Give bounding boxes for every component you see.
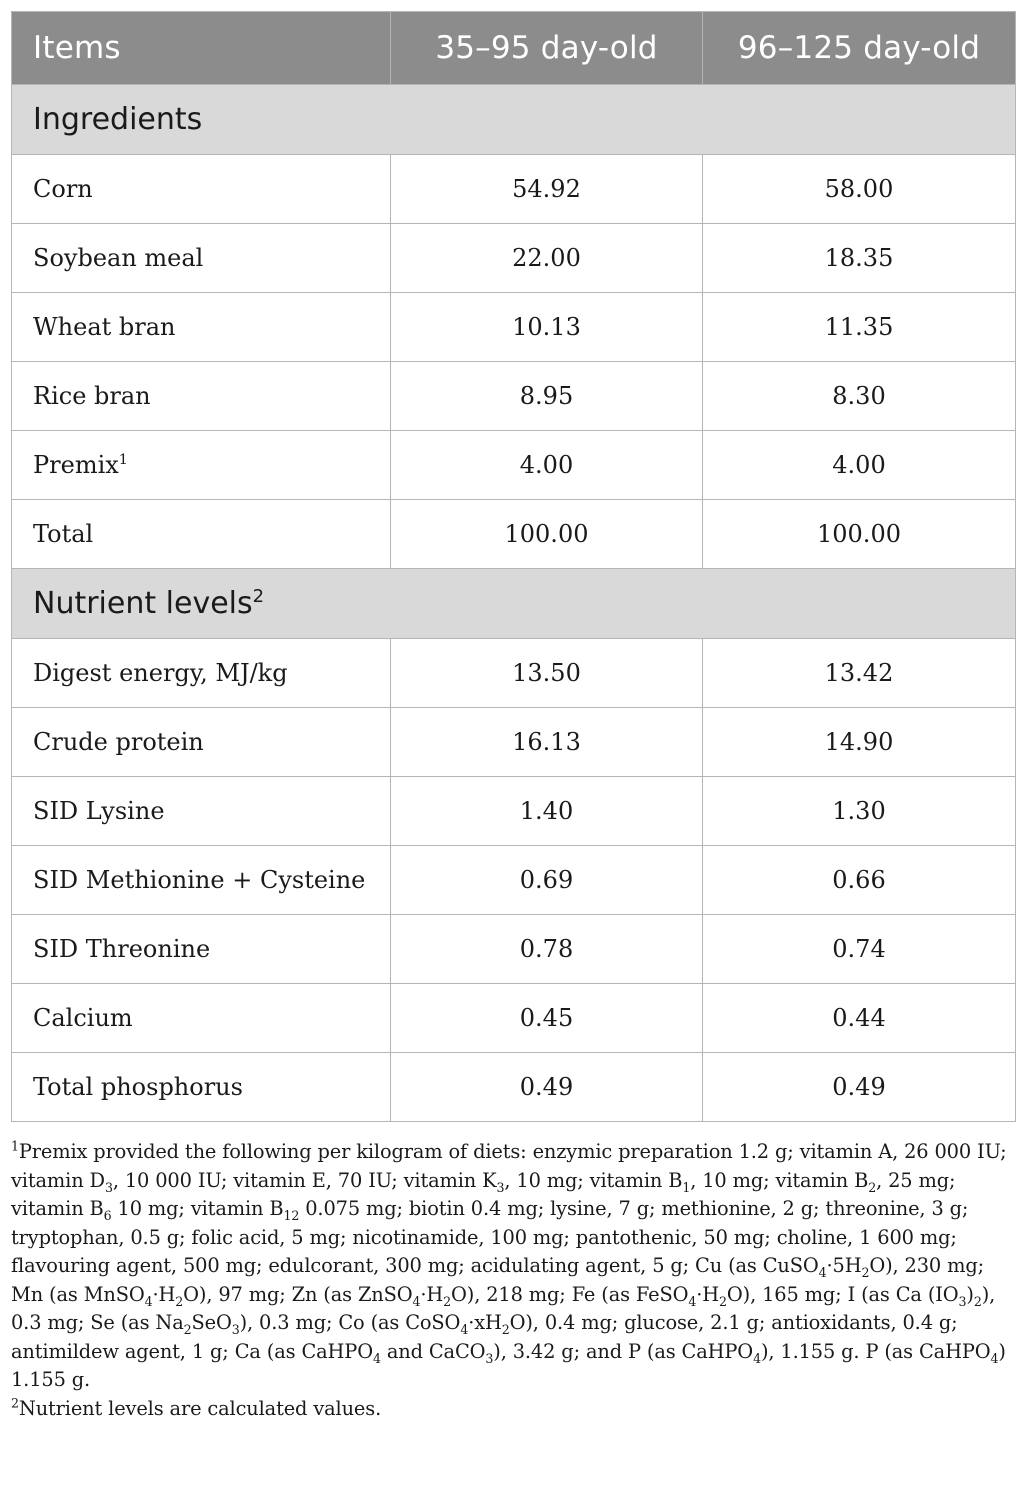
value-96-125-day-old: 100.00 xyxy=(703,500,1016,569)
footnote-1-text: O), 97 mg; Zn (as ZnSO xyxy=(183,1282,413,1306)
row-item-name-text: Digest energy, MJ/kg xyxy=(33,659,288,687)
footnote-1-subscript: 2 xyxy=(175,1293,184,1309)
row-item-name xyxy=(12,1053,391,1122)
footnote-1-text: ), 0.3 mg; Co (as CoSO xyxy=(239,1311,461,1334)
table-row xyxy=(12,500,1016,569)
footnote-1-text: ·xH xyxy=(468,1311,502,1334)
section-title-text: Nutrient levels xyxy=(33,586,253,621)
row-item-name xyxy=(12,224,391,293)
value-35-95-day-old: 4.00 xyxy=(391,431,703,500)
footnote-1-text: ·H xyxy=(152,1282,176,1306)
footnote-1-subscript: 4 xyxy=(144,1293,153,1309)
table-row xyxy=(12,777,1016,846)
footnote-1-subscript: 3 xyxy=(104,1179,113,1195)
footnote-1-text: O), 0.4 mg; glucose, 2.1 g; antioxidants, 0.4 g; antimildew agent, 1 g; Ca (as CaHPO xyxy=(11,1311,958,1363)
footnote-1-text: ) xyxy=(966,1282,974,1306)
footnote-1-text: ), 1.155 g. P (as CaHPO xyxy=(760,1339,991,1363)
footnote-1-text: ), 3.42 g; and P (as CaHPO xyxy=(493,1339,754,1363)
value-96-125-day-old: 0.74 xyxy=(703,915,1016,984)
footnote-1-subscript: 3 xyxy=(231,1321,240,1337)
value-35-95-day-old: 0.49 xyxy=(391,1053,703,1122)
footnote-1-subscript: 2 xyxy=(183,1321,192,1337)
row-item-name-text: Rice bran xyxy=(33,382,151,410)
footnote-2 xyxy=(11,1395,1021,1424)
footnote-1-subscript: 4 xyxy=(460,1321,469,1337)
footnote-1-text: 10 mg; vitamin B xyxy=(111,1197,284,1220)
footnote-1-subscript: 2 xyxy=(973,1293,982,1309)
row-item-name-text: SID Threonine xyxy=(33,935,211,963)
row-item-name-text: Calcium xyxy=(33,1004,133,1032)
row-item-name-text: Premix xyxy=(33,451,119,479)
footnote-1-text: ·5H xyxy=(826,1254,862,1277)
section-title-footnote-marker: 2 xyxy=(252,586,265,607)
footnote-1-text: Premix provided the following per kilogram of diets: enzymic preparation 1.2 g; vitamin A, 26 000 IU; vitamin D xyxy=(11,1140,1007,1192)
header-period-2: 96–125 day-old xyxy=(703,12,1016,85)
footnote-1-subscript: 4 xyxy=(753,1350,761,1366)
value-96-125-day-old: 1.30 xyxy=(703,777,1016,846)
footnote-1-subscript: 6 xyxy=(103,1207,112,1223)
table-row xyxy=(12,431,1016,500)
value-35-95-day-old: 0.45 xyxy=(391,984,703,1053)
table-row xyxy=(12,846,1016,915)
table-row xyxy=(12,915,1016,984)
value-96-125-day-old: 11.35 xyxy=(703,293,1016,362)
section-title xyxy=(12,569,1016,639)
row-item-name-text: Soybean meal xyxy=(33,244,204,272)
row-item-name-text: Total phosphorus xyxy=(33,1073,243,1101)
value-96-125-day-old: 0.49 xyxy=(703,1053,1016,1122)
value-35-95-day-old: 22.00 xyxy=(391,224,703,293)
footnote-1-subscript: 3 xyxy=(485,1350,494,1366)
footnote-1 xyxy=(11,1138,1021,1395)
table-row xyxy=(12,224,1016,293)
value-96-125-day-old: 18.35 xyxy=(703,224,1016,293)
footnote-1-subscript: 4 xyxy=(372,1350,381,1366)
footnote-1-subscript: 2 xyxy=(501,1321,510,1337)
footnote-1-text: O), 165 mg; I (as Ca (IO xyxy=(726,1282,959,1306)
diet-composition-table xyxy=(11,11,1016,1122)
footnote-1-subscript: 3 xyxy=(496,1179,505,1195)
row-item-name-text: Total xyxy=(33,520,94,548)
footnote-1-text: ) 1.155 g. xyxy=(11,1339,1006,1391)
footnote-1-text: ), 0.3 mg; Se (as Na xyxy=(11,1282,996,1334)
value-96-125-day-old: 0.44 xyxy=(703,984,1016,1053)
footnote-2-text: Nutrient levels are calculated values. xyxy=(18,1396,382,1420)
footnote-1-text: ·H xyxy=(696,1282,720,1306)
table-row xyxy=(12,155,1016,224)
value-96-125-day-old: 14.90 xyxy=(703,708,1016,777)
table-row xyxy=(12,708,1016,777)
table-row xyxy=(12,293,1016,362)
value-96-125-day-old: 13.42 xyxy=(703,639,1016,708)
table-row xyxy=(12,639,1016,708)
section-row xyxy=(12,569,1016,639)
diet-composition-table-wrapper xyxy=(11,11,1015,1122)
row-item-name xyxy=(12,915,391,984)
footnote-1-text: , 10 mg; vitamin B xyxy=(690,1168,869,1192)
footnote-1-marker: 1 xyxy=(11,1138,19,1154)
footnote-1-text: and CaCO xyxy=(380,1339,486,1363)
footnote-1-subscript: 1 xyxy=(682,1179,691,1195)
value-35-95-day-old: 0.69 xyxy=(391,846,703,915)
footnote-1-text: O), 218 mg; Fe (as FeSO xyxy=(451,1282,689,1306)
footnote-1-subscript: 4 xyxy=(818,1264,827,1280)
row-footnote-marker: 1 xyxy=(118,452,128,468)
value-35-95-day-old: 1.40 xyxy=(391,777,703,846)
table-footnotes xyxy=(11,1138,1021,1423)
header-items: Items xyxy=(12,12,391,85)
footnote-1-text: 0.075 mg; biotin 0.4 mg; lysine, 7 g; methionine, 2 g; threonine, 3 g; tryptophan, 0.5 g; folic acid, 5 mg; nicotinamide, 100 mg; pantothenic, 50 mg; choline, 1 600 mg; flavouring agent, 500 mg; edulcorant, 300 mg; acidulating agent, 5 g; Cu (as CuSO xyxy=(11,1197,969,1277)
footnote-1-text: O), 230 mg; Mn (as MnSO xyxy=(11,1254,985,1306)
footnote-1-subscript: 4 xyxy=(688,1293,697,1309)
row-item-name-text: Crude protein xyxy=(33,728,204,756)
value-96-125-day-old: 58.00 xyxy=(703,155,1016,224)
table-row xyxy=(12,362,1016,431)
value-35-95-day-old: 54.92 xyxy=(391,155,703,224)
footnote-1-text: , 10 mg; vitamin B xyxy=(504,1168,683,1192)
row-item-name xyxy=(12,846,391,915)
footnote-1-subscript: 12 xyxy=(283,1207,300,1223)
footnote-1-subscript: 3 xyxy=(958,1293,967,1309)
row-item-name xyxy=(12,777,391,846)
footnote-1-subscript: 4 xyxy=(412,1293,421,1309)
footnote-1-subscript: 2 xyxy=(868,1179,877,1195)
table-row xyxy=(12,1053,1016,1122)
header-period-1: 35–95 day-old xyxy=(391,12,703,85)
footnote-1-text: , 25 mg; vitamin B xyxy=(11,1168,956,1220)
footnote-1-text: ·H xyxy=(420,1282,444,1306)
value-35-95-day-old: 8.95 xyxy=(391,362,703,431)
row-item-name xyxy=(12,500,391,569)
row-item-name-text: Corn xyxy=(33,175,93,203)
section-title-text: Ingredients xyxy=(33,102,203,137)
footnote-2-marker: 2 xyxy=(11,1395,19,1411)
footnote-1-subscript: 2 xyxy=(443,1293,452,1309)
row-item-name xyxy=(12,984,391,1053)
footnote-1-subscript: 2 xyxy=(861,1264,870,1280)
value-35-95-day-old: 13.50 xyxy=(391,639,703,708)
row-item-name xyxy=(12,431,391,500)
value-35-95-day-old: 10.13 xyxy=(391,293,703,362)
value-96-125-day-old: 8.30 xyxy=(703,362,1016,431)
value-96-125-day-old: 0.66 xyxy=(703,846,1016,915)
row-item-name xyxy=(12,293,391,362)
table-header-row xyxy=(12,12,1016,85)
footnote-1-text: SeO xyxy=(191,1311,232,1334)
row-item-name-text: Wheat bran xyxy=(33,313,176,341)
value-35-95-day-old: 16.13 xyxy=(391,708,703,777)
row-item-name xyxy=(12,708,391,777)
table-body xyxy=(12,85,1016,1122)
section-title xyxy=(12,85,1016,155)
table-row xyxy=(12,984,1016,1053)
footnote-1-subscript: 4 xyxy=(990,1350,999,1366)
row-item-name xyxy=(12,155,391,224)
value-96-125-day-old: 4.00 xyxy=(703,431,1016,500)
row-item-name-text: SID Lysine xyxy=(33,797,165,825)
row-item-name xyxy=(12,362,391,431)
row-item-name xyxy=(12,639,391,708)
row-item-name-text: SID Methionine + Cysteine xyxy=(33,866,366,894)
section-row xyxy=(12,85,1016,155)
value-35-95-day-old: 100.00 xyxy=(391,500,703,569)
footnote-1-text: , 10 000 IU; vitamin E, 70 IU; vitamin K xyxy=(112,1168,497,1192)
value-35-95-day-old: 0.78 xyxy=(391,915,703,984)
footnote-1-subscript: 2 xyxy=(719,1293,727,1309)
